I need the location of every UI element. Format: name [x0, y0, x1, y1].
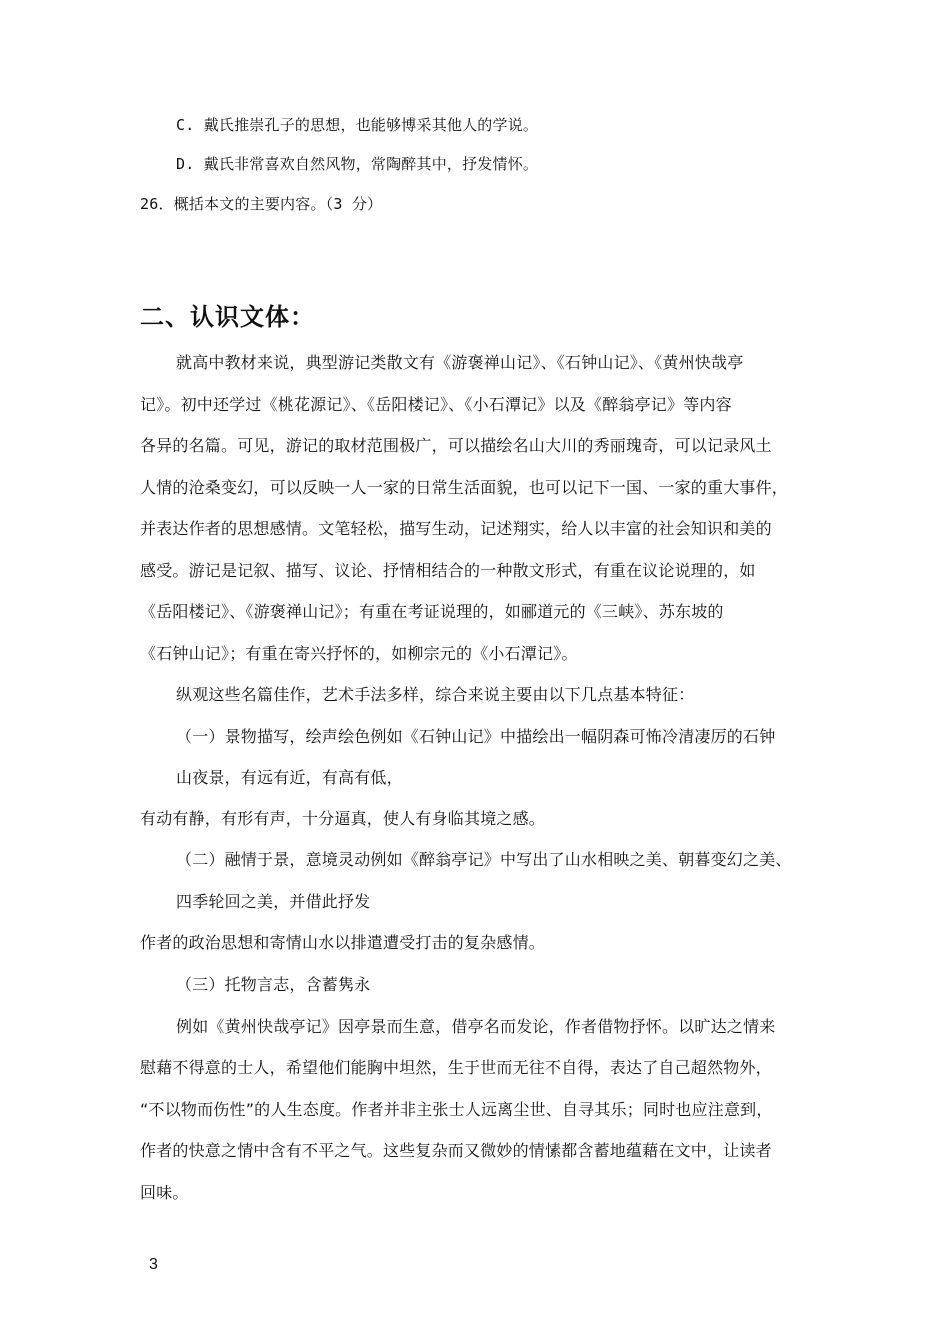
feature-1-line: （一）景物描写，绘声绘色例如《石钟山记》中描绘出一幅阴森可怖冷清凄厉的石钟 [176, 727, 776, 746]
paragraph-1-line: 并表达作者的思想感情。文笔轻松，描写生动，记述翔实，给人以丰富的社会知识和美的 [140, 519, 772, 538]
feature-1-line: 有动有静，有形有声，十分逼真，使人有身临其境之感。 [140, 809, 546, 828]
feature-2-line: 作者的政治思想和寄情山水以排遣遭受打击的复杂感情。 [140, 933, 546, 952]
paragraph-3-line: 慰藉不得意的士人，希望他们能胸中坦然，生于世而无往不自得，表达了自己超然物外， [140, 1058, 772, 1077]
paragraph-1-line: 记》。初中还学过《桃花源记》、《岳阳楼记》、《小石潭记》以及《醉翁亭记》等内容 [140, 395, 732, 414]
page-number: 3 [149, 1256, 158, 1273]
feature-2-line: （二）融情于景，意境灵动例如《醉翁亭记》中写出了山水相映之美、朝暮变幻之美、 [176, 850, 792, 869]
feature-2-line: 四季轮回之美，并借此抒发 [176, 892, 371, 911]
feature-1-line: 山夜景，有远有近，有高有低， [176, 768, 403, 787]
paragraph-3-line: 回味。 [140, 1183, 189, 1202]
paragraph-1-line: 人情的沧桑变幻，可以反映一人一家的日常生活面貌，也可以记下一国、一家的重大事件， [140, 478, 789, 497]
question-26: 26．概括本文的主要内容。（3 分） [140, 195, 383, 213]
option-d: D. 戴氏非常喜欢自然风物，常陶醉其中，抒发情怀。 [176, 155, 539, 173]
paragraph-3-line: “不以物而伤性”的人生态度。作者并非主张士人远离尘世、自寻其乐；同时也应注意到， [140, 1100, 773, 1119]
option-c: C. 戴氏推崇孔子的思想，也能够博采其他人的学说。 [176, 116, 539, 134]
paragraph-1-line: 就高中教材来说，典型游记类散文有《游褒禅山记》、《石钟山记》、《黄州快哉亭 [176, 353, 744, 372]
paragraph-3-line: 例如《黄州快哉亭记》因亭景而生意，借亭名而发论，作者借物抒怀。以旷达之情来 [176, 1017, 776, 1036]
paragraph-1-line: 感受。游记是记叙、描写、议论、抒情相结合的一种散文形式，有重在议论说理的，如 [140, 561, 756, 580]
paragraph-1-line: 各异的名篇。可见，游记的取材范围极广，可以描绘名山大川的秀丽瑰奇，可以记录风土 [140, 436, 772, 455]
paragraph-1-line: 《石钟山记》；有重在寄兴抒怀的，如柳宗元的《小石潭记》。 [140, 644, 578, 663]
section-heading: 二、认识文体： [140, 303, 315, 331]
paragraph-3-line: 作者的快意之情中含有不平之气。这些复杂而又微妙的情愫都含蓄地蕴藉在文中，让读者 [140, 1141, 772, 1160]
paragraph-2: 纵观这些名篇佳作，艺术手法多样，综合来说主要由以下几点基本特征： [176, 685, 695, 704]
paragraph-1-line: 《岳阳楼记》、《游褒禅山记》；有重在考证说理的，如郦道元的《三峡》、苏东坡的 [140, 602, 724, 621]
feature-3-title: （三）托物言志，含蓄隽永 [176, 975, 371, 994]
